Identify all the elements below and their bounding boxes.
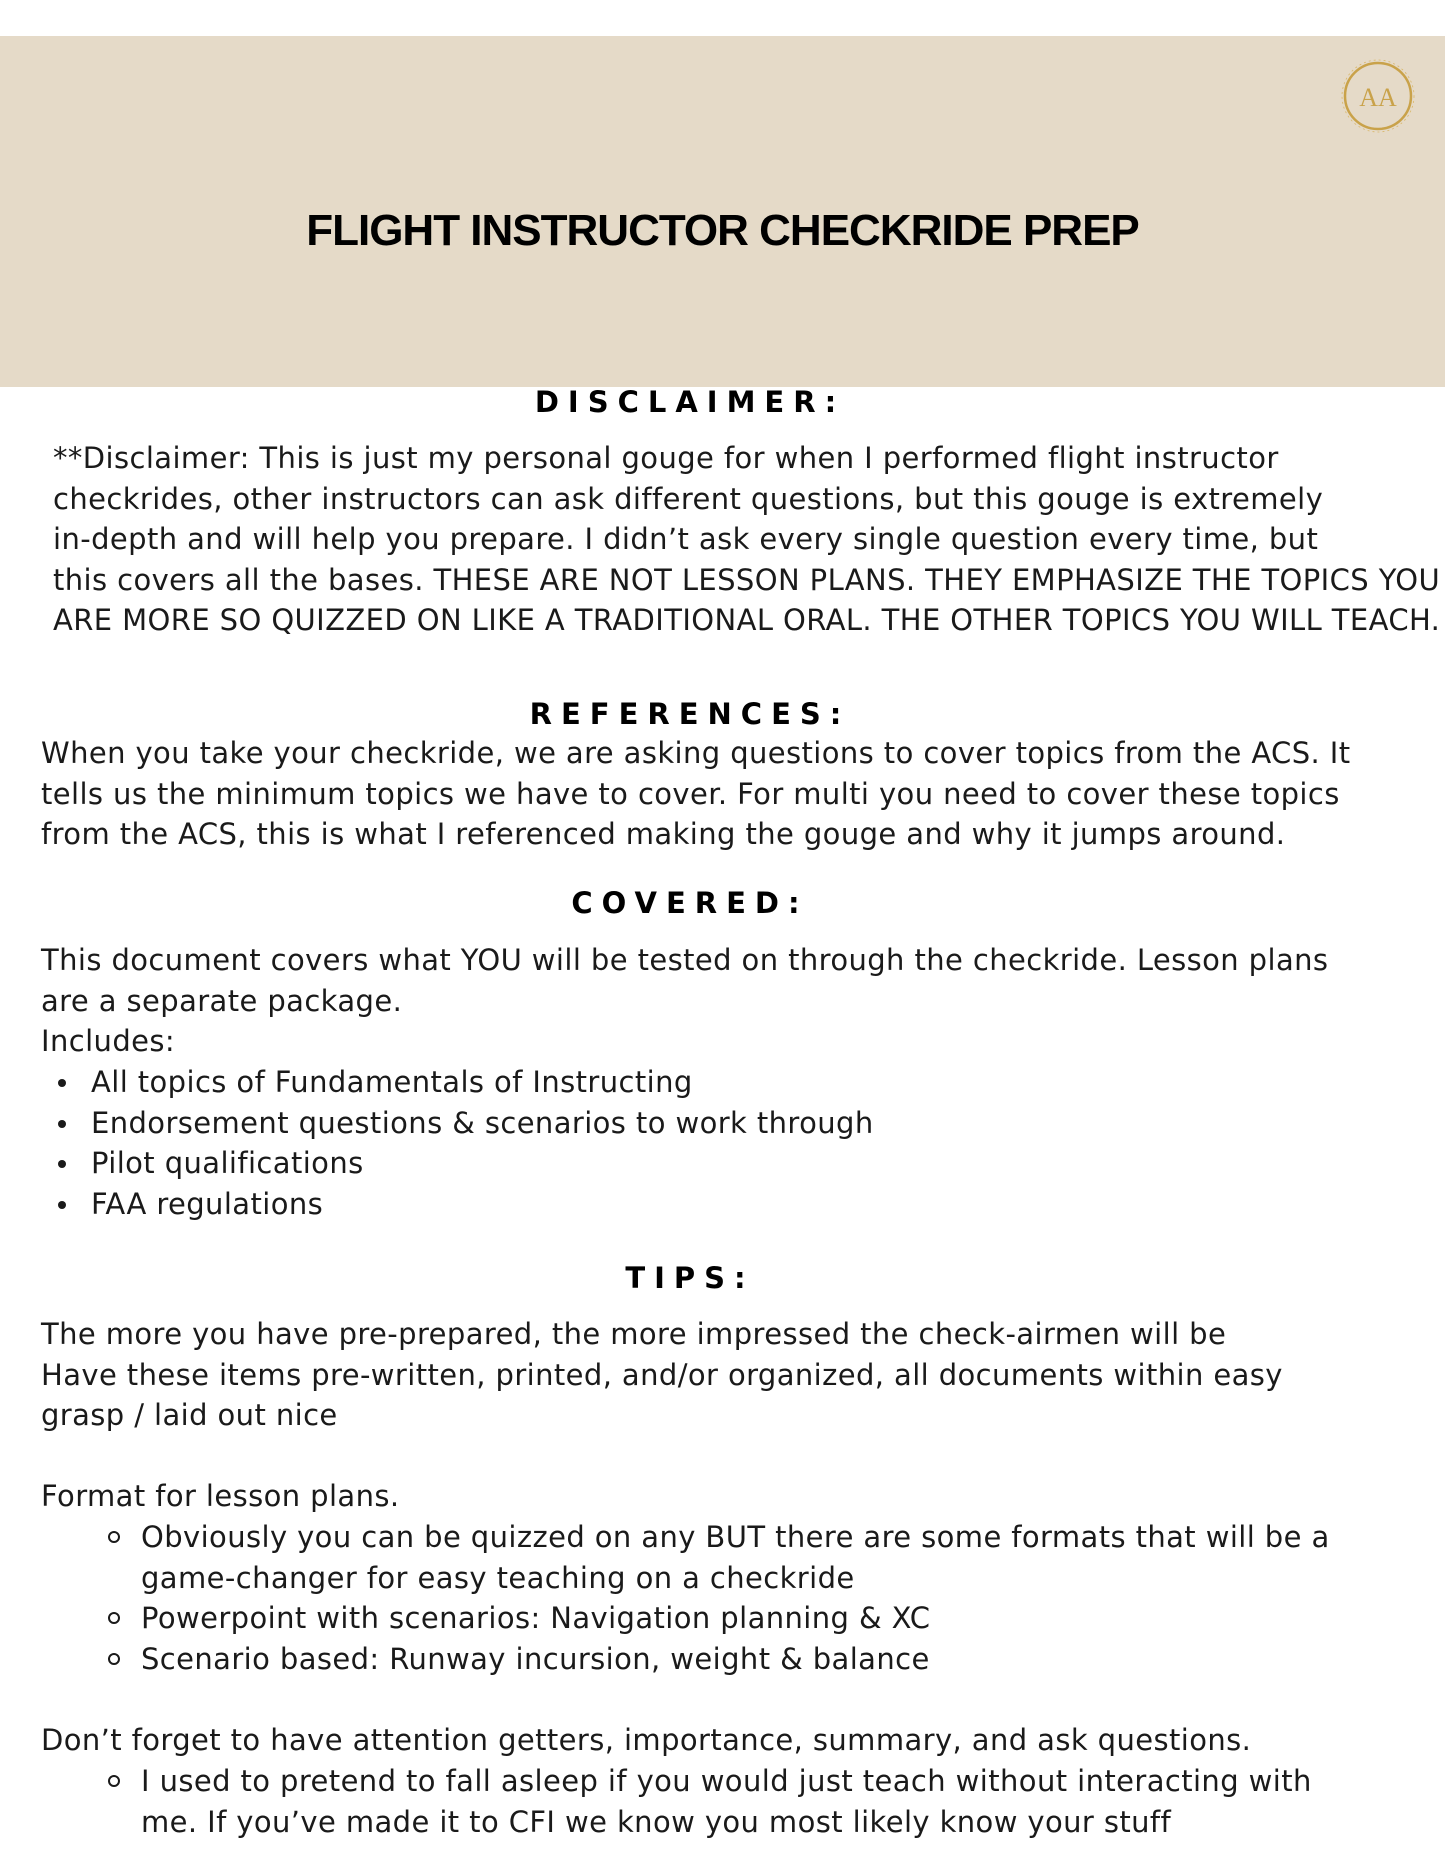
covered-line: Includes:: [41, 1024, 176, 1058]
disclaimer-line: in-depth and will help you prepare. I didn’t ask every single question every time, but: [53, 522, 1319, 556]
page-title: FLIGHT INSTRUCTOR CHECKRIDE PREP: [306, 206, 1139, 255]
header-banner: [0, 36, 1445, 387]
disclaimer-line: ARE MORE SO QUIZZED ON LIKE A TRADITIONAL ORAL. THE OTHER TOPICS YOU WILL TEACH.: [53, 603, 1441, 637]
list-item: FAA regulations: [41, 1184, 1401, 1225]
list-item: Powerpoint with scenarios: Navigation planning & XC: [105, 1598, 1405, 1639]
references-line: from the ACS, this is what I referenced making the gouge and why it jumps around.: [41, 817, 1286, 851]
disclaimer-heading: DISCLAIMER:: [534, 385, 846, 419]
tips-text: [41, 1314, 1411, 1436]
disclaimer-line: this covers all the bases. THESE ARE NOT LESSON PLANS. THEY EMPHASIZE THE TOPICS YOU: [53, 562, 1441, 597]
reminder-text: Don’t forget to have attention getters, importance, summary, and ask questions.: [41, 1723, 1252, 1757]
covered-line: This document covers what YOU will be tested on through the checkride. Lesson plans: [41, 943, 1329, 977]
disclaimer-line: checkrides, other instructors can ask different questions, but this gouge is extremely: [53, 481, 1324, 516]
list-item: Scenario based: Runway incursion, weight & balance: [105, 1639, 1405, 1680]
logo-initials: AA: [1359, 83, 1397, 112]
reminder-list: [105, 1761, 1405, 1842]
monogram-logo: [1339, 56, 1417, 140]
tips-heading: TIPS:: [625, 1261, 755, 1295]
covered-line: are a separate package.: [41, 983, 403, 1018]
references-text: [41, 733, 1411, 855]
covered-text: [41, 940, 1411, 1062]
list-item: Obviously you can be quizzed on any BUT there are some formats that will be a game-changer for easy teaching on a checkride: [105, 1517, 1405, 1598]
disclaimer-text: [53, 438, 1441, 641]
disclaimer-line: **Disclaimer: This is just my personal gouge for when I performed flight instructor: [53, 441, 1279, 475]
list-item: I used to pretend to fall asleep if you would just teach without interacting with me. If you’ve made it to CFI we know you most likely know your stuff: [105, 1761, 1405, 1842]
tips-line: Have these items pre-written, printed, and/or organized, all documents within easy: [41, 1357, 1283, 1392]
covered-list: [41, 1062, 1401, 1224]
list-item: Pilot qualifications: [41, 1143, 1401, 1184]
references-line: tells us the minimum topics we have to cover. For multi you need to cover these topics: [41, 776, 1340, 811]
covered-heading: COVERED:: [571, 886, 809, 920]
format-label: Format for lesson plans.: [41, 1479, 400, 1513]
tips-line: grasp / laid out nice: [41, 1398, 338, 1432]
tips-line: The more you have pre-prepared, the more impressed the check-airmen will be: [41, 1317, 1227, 1351]
list-item: All topics of Fundamentals of Instructing: [41, 1062, 1401, 1103]
references-line: When you take your checkride, we are asking questions to cover topics from the ACS. It: [41, 736, 1351, 770]
format-list: [105, 1517, 1405, 1679]
list-item: Endorsement questions & scenarios to work through: [41, 1103, 1401, 1144]
references-heading: REFERENCES:: [529, 697, 851, 731]
